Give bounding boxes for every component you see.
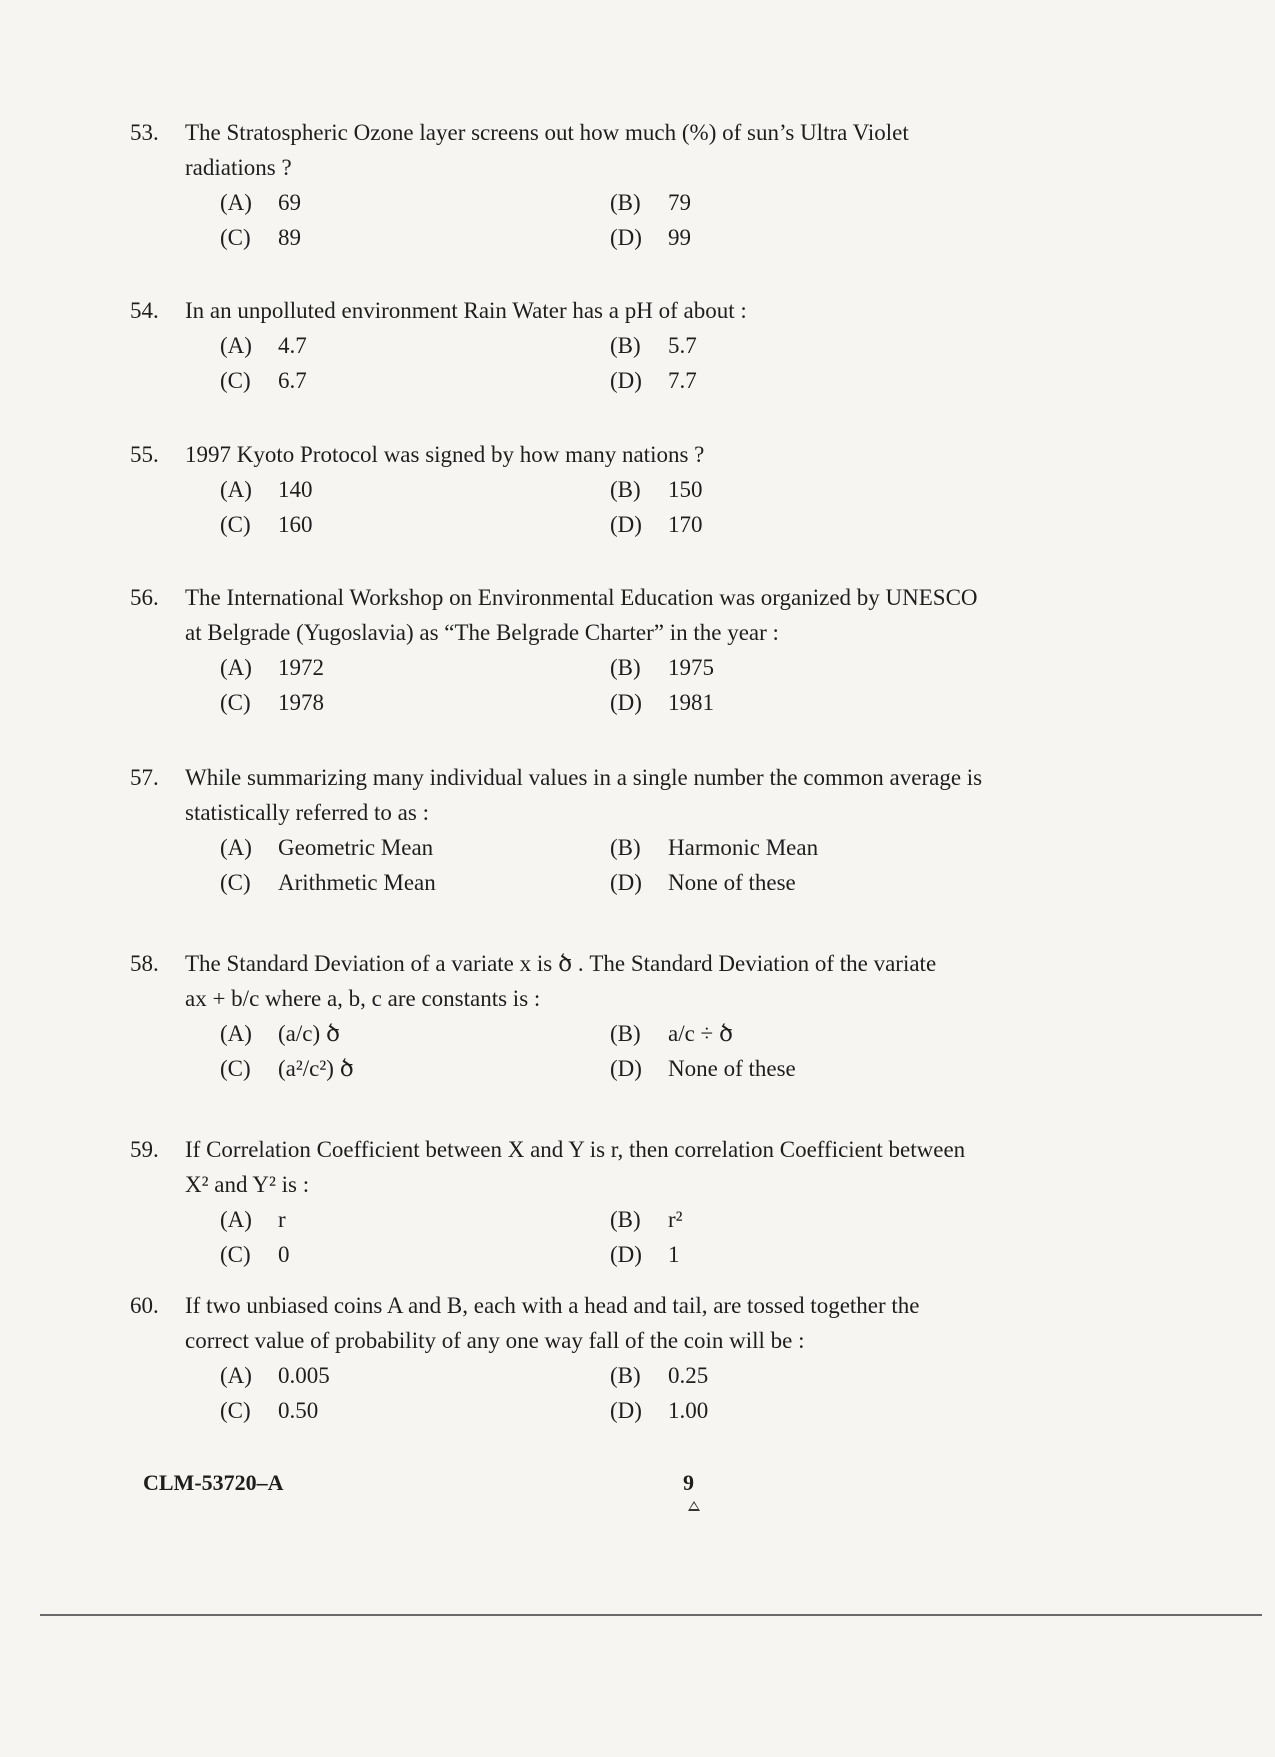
option-value: 7.7	[668, 368, 697, 393]
option-b	[610, 185, 691, 220]
option-label: (B)	[610, 477, 641, 502]
question-stem	[130, 580, 990, 650]
question-text-line: radiations ?	[185, 155, 292, 180]
question-text-line: X² and Y² is :	[185, 1172, 310, 1197]
question-stem	[130, 1132, 990, 1202]
option-b	[610, 1202, 683, 1237]
option-label: (B)	[610, 1021, 641, 1046]
option-value: None of these	[668, 870, 796, 895]
option-c	[220, 1237, 290, 1272]
question-stem	[130, 293, 990, 328]
option-d	[610, 507, 703, 542]
option-b	[610, 650, 714, 685]
option-a	[220, 472, 313, 507]
option-b	[610, 830, 818, 865]
option-label: (B)	[610, 1363, 641, 1388]
question-text-line: ax + b/c where a, b, c are constants is :	[185, 986, 541, 1011]
option-value: r	[278, 1207, 286, 1232]
option-c	[220, 507, 313, 542]
option-label: (C)	[220, 512, 251, 537]
option-label: (A)	[220, 333, 252, 358]
question-number: 57.	[130, 765, 159, 790]
question-text-line: While summarizing many individual values in a single number the common average is	[185, 765, 983, 790]
option-value: 1975	[668, 655, 714, 680]
option-value: 4.7	[278, 333, 307, 358]
question-59	[130, 1132, 990, 1272]
question-text-line: The International Workshop on Environmental Education was organized by UNESCO	[185, 585, 978, 610]
options	[220, 328, 990, 398]
question-text-line: The Stratospheric Ozone layer screens out how much (%) of sun’s Ultra Violet	[185, 120, 909, 145]
option-value: 150	[668, 477, 703, 502]
option-c	[220, 865, 436, 900]
option-value: r²	[668, 1207, 683, 1232]
question-58	[130, 946, 990, 1086]
option-value: 69	[278, 190, 301, 215]
option-d	[610, 1393, 708, 1428]
option-value: (a²/c²) ծ	[278, 1056, 354, 1081]
option-value: 5.7	[668, 333, 697, 358]
question-text-line: statistically referred to as :	[185, 800, 429, 825]
option-label: (B)	[610, 333, 641, 358]
question-stem	[130, 760, 990, 830]
option-label: (B)	[610, 835, 641, 860]
option-label: (C)	[220, 368, 251, 393]
question-number: 58.	[130, 951, 159, 976]
option-c	[220, 1393, 318, 1428]
option-label: (D)	[610, 1242, 642, 1267]
option-b	[610, 1358, 708, 1393]
question-60	[130, 1288, 990, 1428]
option-label: (C)	[220, 225, 251, 250]
option-value: 89	[278, 225, 301, 250]
option-label: (C)	[220, 1056, 251, 1081]
option-label: (B)	[610, 190, 641, 215]
question-number: 54.	[130, 298, 159, 323]
option-label: (C)	[220, 1242, 251, 1267]
question-stem	[130, 115, 990, 185]
option-label: (B)	[610, 655, 641, 680]
option-value: 79	[668, 190, 691, 215]
option-c	[220, 685, 324, 720]
option-label: (D)	[610, 1056, 642, 1081]
option-value: 1	[668, 1242, 680, 1267]
option-label: (D)	[610, 368, 642, 393]
question-number: 56.	[130, 585, 159, 610]
option-a	[220, 830, 433, 865]
option-label: (A)	[220, 1363, 252, 1388]
option-label: (D)	[610, 225, 642, 250]
option-value: Geometric Mean	[278, 835, 434, 860]
option-label: (A)	[220, 477, 252, 502]
question-text-line: 1997 Kyoto Protocol was signed by how many nations ?	[185, 442, 705, 467]
option-value: Harmonic Mean	[668, 835, 819, 860]
bottom-divider	[40, 1614, 1262, 1616]
option-b	[610, 1016, 733, 1051]
option-label: (A)	[220, 190, 252, 215]
paper-code: CLM-53720–A	[143, 1470, 284, 1495]
options	[220, 185, 990, 255]
option-label: (D)	[610, 1398, 642, 1423]
option-value: 1981	[668, 690, 714, 715]
question-text-line: If Correlation Coefficient between X and Y is r, then correlation Coefficient between	[185, 1137, 966, 1162]
option-d	[610, 220, 691, 255]
question-number: 60.	[130, 1293, 159, 1318]
triangle-icon	[688, 1501, 700, 1511]
question-56	[130, 580, 990, 720]
option-label: (D)	[610, 690, 642, 715]
question-text-line: at Belgrade (Yugoslavia) as “The Belgrade Charter” in the year :	[185, 620, 779, 645]
option-d	[610, 1051, 796, 1086]
option-value: 1972	[278, 655, 324, 680]
options	[220, 830, 990, 900]
question-text-line: In an unpolluted environment Rain Water has a pH of about :	[185, 298, 747, 323]
option-value: 140	[278, 477, 313, 502]
question-stem	[130, 1288, 990, 1358]
option-b	[610, 472, 703, 507]
option-c	[220, 1051, 354, 1086]
option-label: (C)	[220, 690, 251, 715]
option-a	[220, 185, 301, 220]
question-text-line: correct value of probability of any one way fall of the coin will be :	[185, 1328, 805, 1353]
option-value: 0.005	[278, 1363, 330, 1388]
option-value: 0	[278, 1242, 290, 1267]
option-c	[220, 363, 307, 398]
option-value: 99	[668, 225, 691, 250]
question-54	[130, 293, 990, 398]
option-value: None of these	[668, 1056, 796, 1081]
option-label: (A)	[220, 1207, 252, 1232]
option-value: Arithmetic Mean	[278, 870, 436, 895]
question-55	[130, 437, 990, 542]
option-a	[220, 1016, 340, 1051]
option-a	[220, 1202, 286, 1237]
question-text-line: If two unbiased coins A and B, each with a head and tail, are tossed together the	[185, 1293, 920, 1318]
option-a	[220, 650, 324, 685]
question-stem	[130, 437, 990, 472]
page-number: 9	[683, 1470, 694, 1495]
option-value: 0.25	[668, 1363, 709, 1388]
option-value: 170	[668, 512, 703, 537]
options	[220, 1202, 990, 1272]
option-label: (D)	[610, 512, 642, 537]
option-value: 1.00	[668, 1398, 709, 1423]
option-d	[610, 685, 714, 720]
option-label: (C)	[220, 870, 251, 895]
option-value: 0.50	[278, 1398, 319, 1423]
option-label: (B)	[610, 1207, 641, 1232]
question-text-line: The Standard Deviation of a variate x is ծ . The Standard Deviation of the variate	[185, 951, 937, 976]
option-d	[610, 1237, 680, 1272]
option-label: (A)	[220, 835, 252, 860]
options	[220, 472, 990, 542]
option-label: (A)	[220, 1021, 252, 1046]
options	[220, 650, 990, 720]
question-number: 55.	[130, 442, 159, 467]
option-b	[610, 328, 697, 363]
question-stem	[130, 946, 990, 1016]
option-value: a/c ÷ ծ	[668, 1021, 734, 1046]
option-label: (D)	[610, 870, 642, 895]
option-d	[610, 363, 697, 398]
question-57	[130, 760, 990, 900]
option-a	[220, 1358, 330, 1393]
question-number: 59.	[130, 1137, 159, 1162]
option-value: 160	[278, 512, 313, 537]
option-value: 6.7	[278, 368, 307, 393]
options	[220, 1358, 990, 1428]
options	[220, 1016, 990, 1086]
option-value: (a/c) ծ	[278, 1021, 341, 1046]
option-label: (C)	[220, 1398, 251, 1423]
option-d	[610, 865, 796, 900]
option-c	[220, 220, 301, 255]
option-value: 1978	[278, 690, 324, 715]
question-53	[130, 115, 990, 255]
option-label: (A)	[220, 655, 252, 680]
question-number: 53.	[130, 120, 159, 145]
option-a	[220, 328, 307, 363]
